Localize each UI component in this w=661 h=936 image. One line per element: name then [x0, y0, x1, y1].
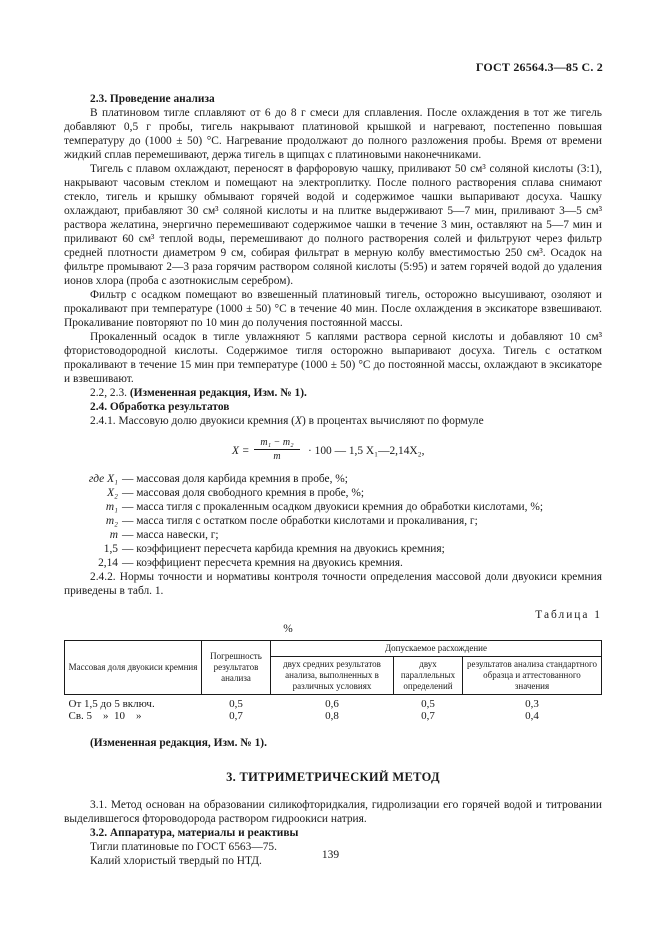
paragraph-hf-treatment: Прокаленный осадок в тигле увлажняют 5 каплями раствора серной кислоты и добавляют 10 см³ фтористоводородной кислоты. Содержимое тигля осторожно выпаривают досуха. Тигель с остатком прокаливают в течение 15 мин при температуре (1000 ± 50) °С до постоянной массы, охлаждают в эксикаторе и взвешивают.	[64, 331, 602, 385]
legend-text: — коэффициент пересчета кремния на двуокись кремния.	[122, 557, 403, 569]
legend-text: — масса тигля с остатком после обработки кислотами и прокаливания, г;	[122, 515, 478, 527]
legend-symbol: m	[109, 529, 118, 541]
legend-row	[64, 500, 602, 514]
cell-range: От 1,5 до 5 включ.	[68, 698, 155, 710]
table-row	[65, 710, 602, 722]
col-header-mass-fraction: Массовая доля двуокиси кремния	[65, 641, 202, 695]
col-header-group-allowed: Допускаемое расхождение	[271, 641, 602, 657]
revision-note-text: (Измененная редакция, Изм. № 1).	[129, 387, 307, 399]
table-caption: Таблица 1	[535, 609, 602, 621]
section-heading-2-3: 2.3. Проведение анализа	[90, 93, 215, 105]
cell-error: 0,7	[229, 710, 243, 722]
cell-range: Св. 5 » 10 »	[68, 710, 142, 722]
formula-lhs: X =	[232, 445, 250, 457]
legend-symbol: 2,14	[98, 557, 118, 569]
formula-fraction	[254, 436, 300, 463]
paragraph-kcl: Калий хлористый твердый по НТД.	[90, 855, 262, 867]
cell-standard-sample: 0,3	[525, 698, 539, 710]
legend-symbol: m₂	[105, 515, 118, 527]
legend-text: — коэффициент пересчета карбида кремния на двуокись кремния;	[122, 543, 445, 555]
legend-row	[64, 528, 602, 542]
formula-numerator: m₁ − m₂	[254, 436, 300, 450]
legend-row	[64, 472, 602, 486]
formula-rhs: · 100 — 1,5 X₁—2,14X₂,	[308, 445, 425, 457]
cell-two-means: 0,6	[325, 698, 339, 710]
table-row	[65, 695, 602, 711]
legend-text: — масса тигля с прокаленным осадком двуокиси кремния до обработки кислотами, %;	[122, 501, 543, 513]
formula-intro-var: X	[294, 415, 302, 427]
legend-row	[64, 556, 602, 570]
revision-note-2-text: (Измененная редакция, Изм. № 1).	[90, 737, 267, 749]
legend-row	[64, 542, 602, 556]
formula	[232, 436, 602, 466]
variable-legend	[64, 472, 602, 570]
cell-two-parallel: 0,7	[421, 710, 435, 722]
body-text	[64, 92, 602, 868]
formula-intro-b: ) в процентах вычисляют по формуле	[301, 415, 484, 427]
paragraph-formula-intro	[64, 414, 602, 428]
revision-note-1	[64, 386, 602, 400]
legend-text: — массовая доля свободного кремния в пробе, %;	[122, 487, 364, 499]
revision-note-ref: 2.2, 2.3.	[90, 387, 128, 399]
cell-two-means: 0,8	[325, 710, 339, 722]
page-header: ГОСТ 26564.3—85 С. 2	[475, 60, 603, 74]
col-header-two-parallel: двух параллельных определений	[394, 657, 463, 695]
cell-error: 0,5	[229, 698, 243, 710]
section-heading-2-4: 2.4. Обработка результатов	[90, 401, 230, 413]
section-heading-3-2: 3.2. Аппаратура, материалы и реактивы	[90, 827, 299, 839]
revision-note-2	[64, 736, 602, 750]
cell-standard-sample: 0,4	[525, 710, 539, 722]
legend-symbol: X₂	[107, 487, 118, 499]
paragraph-dissolution: Тигель с плавом охлаждают, переносят в фарфоровую чашку, приливают 50 см³ соляной кислоты (3:1), накрывают часовым стеклом и помещают на электроплитку. После полного растворения сплава снимают стекло, тигель и крышку обмывают горячей водой и содержимое чашки выпаривают досуха. Чашку охлаждают, прибавляют 30 см³ соляной кислоты и на плитке выдерживают 5—7 мин, приливают 3—5 см³ раствора желатина, энергично перемешивают содержимое чашки в течение 3 мин, оставляют на 5—7 мин и приливают 60 см³ теплой воды, перемешивают до полного растворения солей и фильтруют через фильтр средней плотности диаметром 9 см, собирая фильтрат в мерную колбу вместимостью 250 см³. Осадок на фильтре промывают 2—3 раза горячим раствором соляной кислоты (5:95) и затем горячей водой до удаления ионов хлора (проба с азотнокислым серебром).	[64, 163, 602, 287]
legend-row	[64, 514, 602, 528]
paragraph-fusion: В платиновом тигле сплавляют от 6 до 8 г смеси для сплавления. После охлаждения в тот же тигель добавляют 0,5 г пробы, тигель накрывают платиновой крышкой и нагревают, постепенно повышая температуру до (1000 ± 50) °С. Нагревание продолжают до полного разложения пробы. Время от времени жидкий сплав перемешивают, держа тигель в щипцах с платиновыми наконечниками.	[64, 107, 602, 161]
paragraph-crucibles: Тигли платиновые по ГОСТ 6563—75.	[90, 841, 277, 853]
col-header-error: Погрешность результатов анализа	[202, 641, 271, 695]
legend-row	[64, 486, 602, 500]
formula-intro-a: 2.4.1. Массовую долю двуокиси кремния (	[90, 415, 295, 427]
col-header-two-means: двух средних результатов анализа, выполненных в различных условиях	[271, 657, 394, 695]
formula-denominator: m	[273, 451, 281, 462]
cell-two-parallel: 0,5	[421, 698, 435, 710]
paragraph-method: 3.1. Метод основан на образовании силикофторидкалия, гидролизации его горячей водой и титровании выделившегося фтороводорода раствором гидроокиси натрия.	[64, 799, 602, 825]
accuracy-table	[64, 640, 602, 722]
col-header-standard-sample: результатов анализа стандартного образца и аттестованного значения	[463, 657, 602, 695]
table-unit: %	[283, 623, 293, 635]
paragraph-norms: 2.4.2. Нормы точности и нормативы контроля точности определения массовой доли двуокиси кремния приведены в табл. 1.	[64, 571, 602, 597]
legend-symbol: где X₁	[88, 473, 118, 485]
legend-symbol: m₁	[105, 501, 118, 513]
legend-text: — масса навески, г;	[122, 529, 219, 541]
section-heading-3: 3. ТИТРИМЕТРИЧЕСКИЙ МЕТОД	[226, 770, 440, 784]
legend-text: — массовая доля карбида кремния в пробе, %;	[122, 473, 348, 485]
legend-symbol: 1,5	[103, 543, 118, 555]
page-number: 139	[321, 849, 340, 861]
paragraph-ignition: Фильтр с осадком помещают во взвешенный платиновый тигель, осторожно высушивают, озоляют и прокаливают при температуре (1000 ± 50) °С в течение 40 мин. После охлаждения в эксикаторе взвешивают. Прокаливание повторяют по 10 мин до получения постоянной массы.	[64, 289, 602, 329]
